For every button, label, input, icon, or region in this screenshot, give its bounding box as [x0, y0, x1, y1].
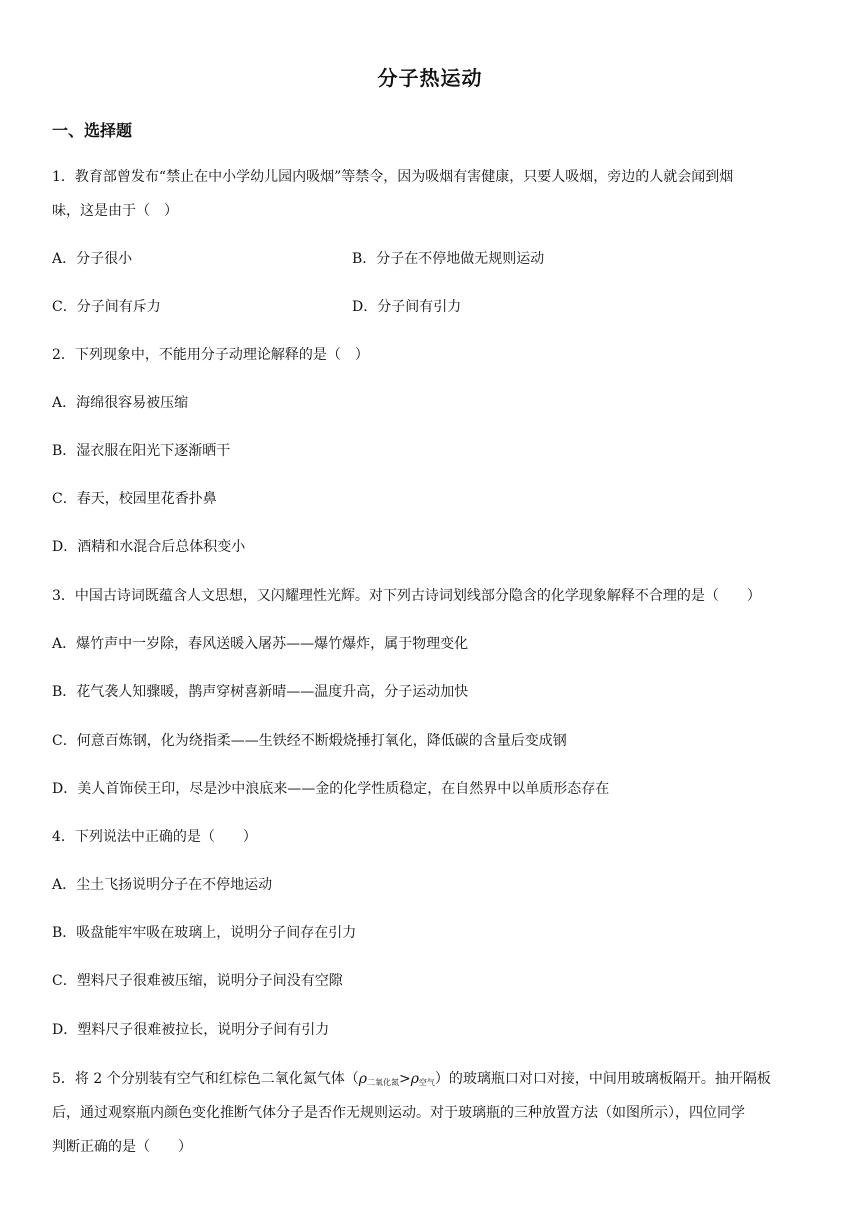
question-5-stem-line-3: 判断正确的是（ ） [52, 1139, 192, 1155]
question-4-option-d: D．塑料尺子很难被拉长，说明分子间有引力 [52, 1022, 330, 1038]
question-5-stem-part-b: ）的玻璃瓶口对口对接，中间用玻璃板隔开。抽开隔板 [434, 1071, 771, 1087]
page-title: 分子热运动 [377, 66, 483, 90]
question-3-option-b: B．花气袭人知骤暖，鹊声穿树喜新晴——温度升高，分子运动加快 [52, 684, 469, 700]
question-3-option-c: C．何意百炼钢，化为绕指柔——生铁经不断煅烧捶打氧化，降低碳的含量后变成钢 [52, 733, 567, 749]
question-4-stem: 4．下列说法中正确的是（ ） [52, 829, 257, 845]
question-5-stem-part-a: 5．将 2 个分别装有空气和红棕色二氧化氮气体（ [52, 1071, 359, 1087]
question-3-stem: 3．中国古诗词既蕴含人文思想，又闪耀理性光辉。对下列古诗词划线部分隐含的化学现象解释不合理的是（ ） [52, 588, 761, 604]
question-3-option-d: D．美人首饰侯王印，尽是沙中浪底来——金的化学性质稳定，在自然界中以单质形态存在 [52, 781, 610, 797]
question-4-option-c: C．塑料尺子很难被压缩，说明分子间没有空隙 [52, 973, 343, 989]
density-symbol: ρ [410, 1071, 419, 1087]
question-3-option-a: A．爆竹声中一岁除，春风送暖入屠苏——爆竹爆炸，属于物理变化 [52, 636, 469, 652]
question-1-stem-line-2: 味，这是由于（ ） [52, 203, 178, 219]
question-1-option-c: C．分子间有斥力 [52, 299, 161, 315]
question-1-option-b: B．分子在不停地做无规则运动 [352, 251, 545, 267]
density-subscript-no2: 二氧化氮 [366, 1078, 399, 1087]
question-4-option-a: A．尘土飞扬说明分子在不停地运动 [52, 877, 273, 893]
section-heading: 一、选择题 [52, 121, 133, 140]
density-symbol: ρ [358, 1071, 367, 1087]
question-1-option-a: A．分子很小 [52, 251, 133, 267]
question-5-stem-line-2: 后，通过观察瓶内颜色变化推断气体分子是否作无规则运动。对于玻璃瓶的三种放置方法（如图所示），四位同学 [52, 1105, 745, 1121]
question-2-stem: 2．下列现象中，不能用分子动理论解释的是（ ） [52, 347, 369, 363]
question-2-option-a: A．海绵很容易被压缩 [52, 395, 189, 411]
density-subscript-air: 空气 [418, 1078, 435, 1087]
greater-than-sign: > [398, 1071, 411, 1087]
question-5-stem-line-1 [52, 1069, 771, 1093]
question-1-stem-line-1: 1．教育部曾发布“禁止在中小学幼儿园内吸烟”等禁令，因为吸烟有害健康，只要人吸烟，旁边的人就会闻到烟 [52, 169, 734, 185]
question-2-option-d: D．酒精和水混合后总体积变小 [52, 539, 246, 555]
question-1-option-d: D．分子间有引力 [352, 299, 462, 315]
question-4-option-b: B．吸盘能牢牢吸在玻璃上，说明分子间存在引力 [52, 925, 357, 941]
question-2-option-c: C．春天，校园里花香扑鼻 [52, 491, 217, 507]
question-2-option-b: B．湿衣服在阳光下逐渐晒干 [52, 443, 231, 459]
